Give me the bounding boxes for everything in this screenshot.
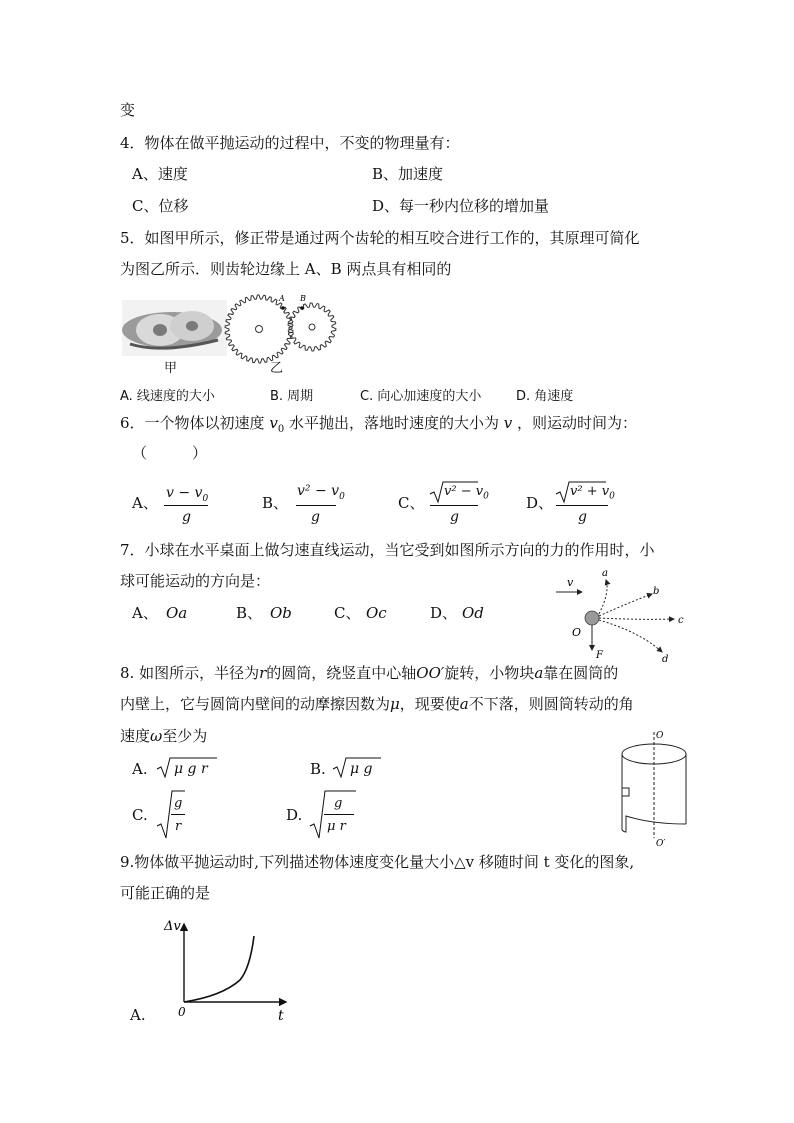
q6-option-d-fraction-bar: [556, 505, 608, 506]
delta-v-time-graph: [162, 916, 292, 1026]
gear-point-b: B: [300, 294, 306, 303]
graph-x-label: t: [278, 1008, 284, 1024]
q6-option-b-denominator: g: [311, 509, 320, 525]
q8-option-c-label: C.: [132, 806, 148, 824]
q6-option-d-numerator: $v^2 + v_0$: [570, 484, 615, 502]
direction-d-label: d: [662, 654, 669, 665]
q6-option-b-fraction-bar: [296, 505, 336, 506]
q4-stem: 4．物体在做平抛运动的过程中，不变的物理量有：: [120, 134, 460, 152]
q6-option-c-label: C、: [398, 494, 425, 512]
q8-stem-line1: 8. 如图所示，半径为r的圆筒，绕竖直中心轴OO′旋转，小物块a靠在圆筒的: [120, 664, 619, 682]
axis-bottom-label: O′: [656, 839, 666, 849]
q8-option-c-denominator: r: [175, 819, 182, 834]
correction-tape-photo: [122, 300, 227, 356]
graph-origin-label: 0: [178, 1005, 186, 1019]
q7-option-c: Oc: [366, 604, 387, 622]
q5-option-c: C. 向心加速度的大小: [360, 389, 482, 404]
q6-stem: 6．一个物体以初速度 $v_0$ 水平抛出，落地时速度的大小为 v ，则运动时间为：: [120, 414, 638, 435]
direction-a-label: a: [602, 568, 608, 579]
q6-option-c-fraction-bar: [430, 505, 478, 506]
q4-option-b: B、加速度: [372, 165, 444, 183]
q6-option-d-label: D、: [526, 494, 554, 512]
q4-option-d: D、每一秒内位移的增加量: [372, 197, 550, 215]
v-symbol: v: [503, 414, 513, 432]
q9-stem-line2: 可能正确的是: [120, 884, 211, 902]
q4-option-a: A、速度: [132, 165, 188, 183]
small-gear: [288, 303, 336, 351]
large-gear: [225, 295, 293, 363]
q9-stem-line1: 9.物体做平抛运动时,下列描述物体速度变化量大小△v 移随时间 t 变化的图象,: [120, 853, 635, 871]
v0-symbol: v: [269, 414, 278, 432]
q6-option-a-label: A、: [132, 494, 158, 512]
q6-option-d-denominator: g: [578, 509, 587, 525]
origin-label: O: [572, 626, 582, 639]
gear-point-a: A: [279, 294, 285, 303]
q8-option-c-numerator: g: [174, 796, 183, 811]
q8-option-b-label: B.: [310, 760, 326, 778]
q4-option-c: C、位移: [132, 197, 189, 215]
q7-option-b: Ob: [270, 604, 292, 622]
q7-option-a: Oa: [166, 604, 188, 622]
q5-option-a: A. 线速度的大小: [120, 389, 215, 404]
q6-option-c-numerator: $v^2 - v_0$: [444, 484, 489, 502]
q8-stem-line2: 内壁上，它与圆筒内壁间的动摩擦因数为μ，现要使a不下落，则圆筒转动的角: [120, 695, 634, 713]
q7-stem-line2: 球可能运动的方向是：: [120, 572, 271, 590]
q5-option-b: B. 周期: [270, 389, 314, 404]
q9-option-a-label: A.: [130, 1006, 146, 1024]
q7-option-c-label: C、: [334, 604, 361, 622]
gears-diagram: [222, 293, 340, 363]
q8-option-d-numerator: g: [334, 796, 343, 811]
q8-stem-line3: 速度ω至少为: [120, 727, 208, 745]
q8-option-d-fraction-bar: [324, 814, 354, 815]
q7-option-d-label: D、: [430, 604, 458, 622]
velocity-label: v: [567, 576, 574, 589]
q6-option-a-denominator: g: [182, 509, 191, 525]
q7-option-a-label: A、: [132, 604, 158, 622]
q5-stem-line2: 为图乙所示．则齿轮边缘上 A、B 两点具有相同的: [120, 260, 452, 278]
axis-top-label: O: [656, 731, 664, 741]
force-label: F: [596, 650, 603, 661]
direction-b-label: b: [653, 586, 660, 597]
q8-option-a-radicand: μ g r: [174, 761, 208, 777]
q7-option-b-label: B、: [236, 604, 263, 622]
direction-c-label: c: [678, 615, 684, 626]
previous-question-tail: 变: [120, 101, 136, 119]
q6-option-b-numerator: $v^2 - v_0$: [297, 483, 345, 502]
rotating-cylinder-diagram: [612, 728, 694, 849]
q8-option-d-label: D.: [286, 806, 303, 824]
q8-option-c-radical: [157, 790, 187, 840]
graph-y-label: Δv: [164, 919, 181, 934]
q6-option-a-numerator: $v - v_0$: [166, 485, 209, 504]
q8-option-d-denominator: μ r: [327, 819, 346, 834]
q6-option-b-label: B、: [262, 494, 289, 512]
q8-option-b-radicand: μ g: [350, 761, 373, 777]
force-direction-diagram: [550, 562, 690, 665]
q6-option-c-denominator: g: [450, 509, 459, 525]
q8-option-a-label: A.: [132, 760, 148, 778]
figure-label-jia: 甲: [164, 361, 178, 376]
q7-stem-line1: 7．小球在水平桌面上做匀速直线运动，当它受到如图所示方向的力的作用时，小: [120, 541, 655, 559]
q5-option-d: D. 角速度: [516, 389, 574, 404]
q7-option-d: Od: [462, 604, 484, 622]
q8-option-c-fraction-bar: [171, 814, 185, 815]
q6-option-a-fraction-bar: [164, 505, 208, 506]
figure-label-yi: 乙: [270, 361, 284, 376]
q5-stem-line1: 5．如图甲所示，修正带是通过两个齿轮的相互咬合进行工作的，其原理可简化: [120, 229, 640, 247]
q6-answer-parentheses: （ ）: [132, 444, 208, 462]
